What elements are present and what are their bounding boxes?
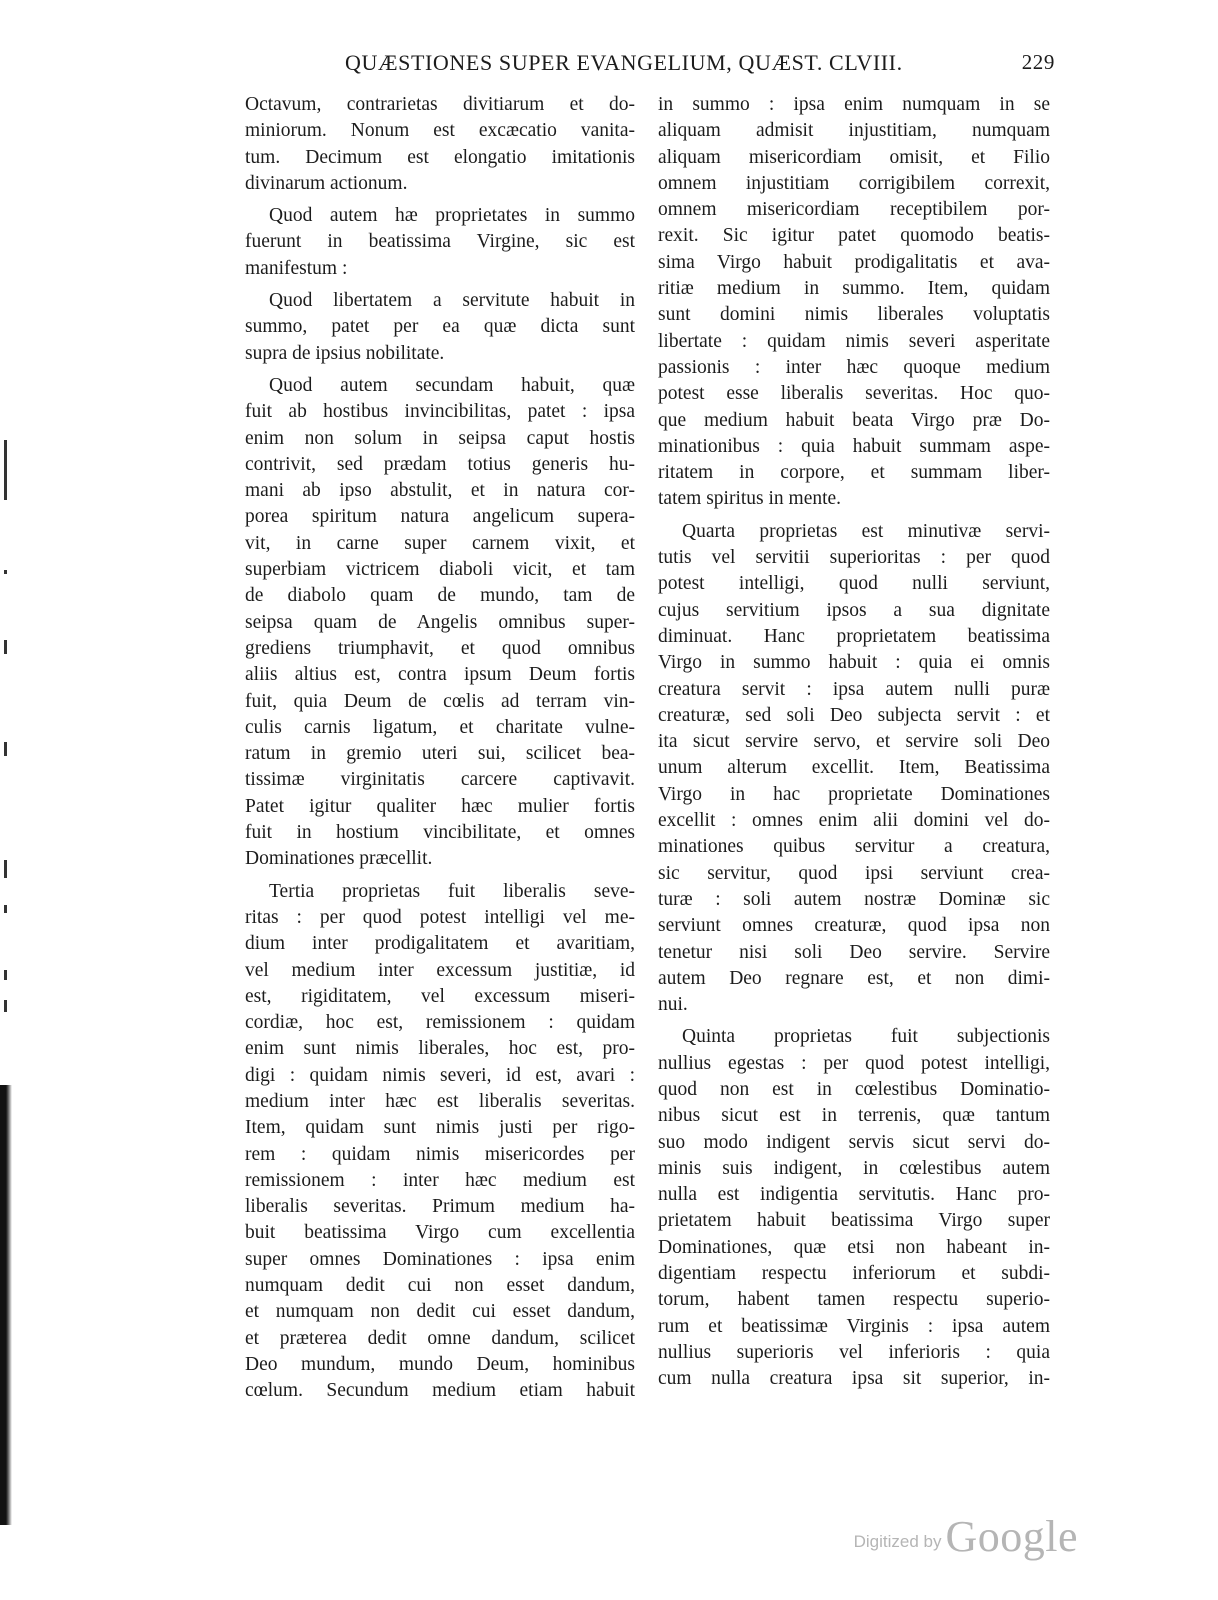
text-line: summo, patet per ea quæ dicta sunt: [245, 316, 635, 338]
text-line: tissimæ virginitatis carcere captivavit.: [245, 769, 635, 791]
right-text-column: [658, 92, 1050, 1393]
text-line: nibus sicut est in terrenis, quæ tantum: [658, 1105, 1050, 1127]
text-line: supra de ipsius nobilitate.: [245, 342, 445, 364]
text-line: et præterea dedit omne dandum, scilicet: [245, 1327, 635, 1349]
text-line: potest intelligi, quod nulli serviunt,: [658, 573, 1050, 595]
watermark-prefix: Digitized by: [853, 1532, 942, 1551]
text-line: Dominationes, quæ etsi non habeant in-: [658, 1236, 1050, 1258]
text-line: Quod libertatem a servitute habuit in: [269, 290, 635, 312]
text-line: fuit, quia Deum de cœlis ad terram vin-: [245, 690, 635, 712]
text-line: digi : quidam nimis severi, id est, avari :: [245, 1064, 635, 1086]
text-line: tum. Decimum est elongatio imitationis: [245, 146, 635, 168]
text-line: et numquam non dedit cui esset dandum,: [245, 1301, 635, 1323]
text-line: grediens triumphavit, et quod omnibus: [245, 637, 635, 659]
scan-edge-specks: [0, 0, 14, 1600]
digitization-watermark: [854, 1511, 1078, 1562]
text-line: de diabolo quam de mundo, tam de: [245, 585, 635, 607]
text-line: mani ab ipso abstulit, et in natura cor-: [245, 480, 635, 502]
text-line: ita sicut servire servo, et servire soli Deo: [658, 731, 1050, 753]
text-line: minationes quibus servitur a creatura,: [658, 836, 1050, 858]
text-line: fuit in hostium vincibilitate, et omnes: [245, 822, 635, 844]
google-logo: Google: [945, 1512, 1078, 1561]
text-line: buit beatissima Virgo cum excellentia: [245, 1222, 635, 1244]
text-line: que medium habuit beata Virgo præ Do-: [658, 409, 1050, 431]
text-line: cum nulla creatura ipsa sit superior, in-: [658, 1368, 1050, 1390]
running-title: QUÆSTIONES SUPER EVANGELIUM, QUÆST. CLVIII.: [345, 50, 903, 75]
text-line: cordiæ, hoc est, remissionem : quidam: [245, 1012, 635, 1034]
text-line: nui.: [658, 994, 688, 1016]
scan-speck: [4, 1000, 7, 1012]
text-line: divinarum actionum.: [245, 172, 408, 194]
text-line: miniorum. Nonum est excæcatio vanita-: [245, 120, 635, 142]
scan-speck: [4, 905, 7, 913]
text-line: liberalis severitas. Primum medium ha-: [245, 1196, 635, 1218]
text-line: Item, quidam sunt nimis justi per rigo-: [245, 1117, 635, 1139]
text-line: prietatem habuit beatissima Virgo super: [658, 1210, 1050, 1232]
text-line: fuit ab hostibus invincibilitas, patet : ipsa: [245, 401, 635, 423]
text-line: Virgo in hac proprietate Dominationes: [658, 783, 1050, 805]
text-line: culis carnis ligatum, et charitate vulne-: [245, 716, 635, 738]
text-line: ratum in gremio uteri sui, scilicet bea-: [245, 743, 635, 765]
text-line: seipsa quam de Angelis omnibus super-: [245, 611, 635, 633]
text-line: libertate : quidam nimis severi asperitate: [658, 330, 1050, 352]
text-line: Quarta proprietas est minutivæ servi-: [682, 520, 1050, 542]
text-line: superbiam victricem diaboli vicit, et tam: [245, 559, 635, 581]
text-line: minationibus : quia habuit summam aspe-: [658, 435, 1050, 457]
text-line: aliis altius est, contra ipsum Deum fortis: [245, 664, 635, 686]
text-line: super omnes Dominationes : ipsa enim: [245, 1248, 635, 1270]
text-line: ritas : per quod potest intelligi vel me-: [245, 906, 635, 928]
text-line: in summo : ipsa enim numquam in se: [658, 94, 1050, 115]
text-line: Quinta proprietas fuit subjectionis: [682, 1026, 1050, 1048]
text-line: minis suis indigent, in cœlestibus autem: [658, 1157, 1050, 1179]
page-header: [245, 50, 1055, 80]
text-line: numquam dedit cui non esset dandum,: [245, 1275, 635, 1297]
text-line: nulla est indigentia servitutis. Hanc pro-: [658, 1184, 1050, 1206]
text-line: turæ : soli autem nostræ Dominæ sic: [658, 888, 1050, 910]
text-line: tatem spiritus in mente.: [658, 488, 842, 510]
text-line: diminuat. Hanc proprietatem beatissima: [658, 625, 1050, 647]
text-line: Deo mundum, mundo Deum, hominibus: [245, 1353, 635, 1375]
text-line: Quod autem secundam habuit, quæ: [269, 374, 635, 396]
text-line: Dominationes præcellit.: [245, 848, 433, 870]
text-line: porea spiritum natura angelicum supera-: [245, 506, 635, 528]
text-line: tutis vel servitii superioritas : per quod: [658, 547, 1050, 569]
text-line: fuerunt in beatissima Virgine, sic est: [245, 231, 635, 253]
text-line: vit, in carne super carnem vixit, et: [245, 532, 635, 554]
scan-speck: [4, 640, 7, 654]
text-line: omnem injustitiam corrigibilem correxit,: [658, 172, 1050, 194]
text-line: rexit. Sic igitur patet quomodo beatis-: [658, 225, 1050, 247]
text-line: sunt domini nimis liberales voluptatis: [658, 304, 1050, 326]
text-line: Patet igitur qualiter hæc mulier fortis: [245, 795, 635, 817]
text-line: contrivit, sed prædam totius generis hu-: [245, 453, 635, 475]
text-line: ritatem in corpore, et summam liber-: [658, 462, 1050, 484]
scan-speck: [4, 860, 7, 878]
text-line: Octavum, contrarietas divitiarum et do-: [245, 94, 635, 115]
text-line: est, rigiditatem, vel excessum miseri-: [245, 985, 635, 1007]
page-number: 229: [1021, 50, 1055, 74]
text-line: medium inter hæc est liberalis severitas.: [245, 1090, 635, 1112]
text-line: vel medium inter excessum justitiæ, id: [245, 959, 635, 981]
scan-speck: [4, 742, 7, 756]
text-line: ritiæ medium in summo. Item, quidam: [658, 278, 1050, 300]
text-line: potest esse liberalis severitas. Hoc quo-: [658, 383, 1050, 405]
text-line: nullius superioris vel inferioris : quia: [658, 1341, 1050, 1363]
text-line: Virgo in summo habuit : quia ei omnis: [658, 652, 1050, 674]
text-line: sic servitur, quod ipsi serviunt crea-: [658, 862, 1050, 884]
text-line: rum et beatissimæ Virginis : ipsa autem: [658, 1315, 1050, 1337]
text-line: torum, habent tamen respectu superio-: [658, 1289, 1050, 1311]
text-line: aliquam misericordiam omisit, et Filio: [658, 146, 1050, 168]
text-line: remissionem : inter hæc medium est: [245, 1169, 635, 1191]
text-line: unum alterum excellit. Item, Beatissima: [658, 757, 1050, 779]
text-line: serviunt omnes creaturæ, quod ipsa non: [658, 915, 1050, 937]
scan-speck: [4, 970, 7, 980]
text-line: manifestum :: [245, 257, 348, 279]
text-line: Tertia proprietas fuit liberalis seve-: [269, 880, 635, 902]
text-line: omnem misericordiam receptibilem por-: [658, 199, 1050, 221]
text-line: suo modo indigent servis sicut servi do-: [658, 1131, 1050, 1153]
text-line: enim non solum in seipsa caput hostis: [245, 427, 635, 449]
text-line: tenetur nisi soli Deo servire. Servire: [658, 941, 1050, 963]
text-line: quod non est in cœlestibus Dominatio-: [658, 1078, 1050, 1100]
text-line: excellit : omnes enim alii domini vel do-: [658, 810, 1050, 832]
text-line: aliquam admisit injustitiam, numquam: [658, 120, 1050, 142]
left-text-column: [245, 92, 635, 1405]
text-line: nullius egestas : per quod potest intelligi,: [658, 1052, 1050, 1074]
text-line: rem : quidam nimis misericordes per: [245, 1143, 635, 1165]
text-line: creatura servit : ipsa autem nulli puræ: [658, 678, 1050, 700]
scan-speck: [4, 570, 7, 574]
text-line: creaturæ, sed soli Deo subjecta servit : et: [658, 704, 1050, 726]
text-line: passionis : inter hæc quoque medium: [658, 356, 1050, 378]
text-line: cujus servitium ipsos a sua dignitate: [658, 599, 1050, 621]
text-line: dium inter prodigalitatem et avaritiam,: [245, 933, 635, 955]
text-line: cœlum. Secundum medium etiam habuit: [245, 1380, 635, 1402]
scan-speck: [4, 440, 7, 500]
text-line: digentiam respectu inferiorum et subdi-: [658, 1263, 1050, 1285]
text-line: enim sunt nimis liberales, hoc est, pro-: [245, 1038, 635, 1060]
text-line: autem Deo regnare est, et non dimi-: [658, 967, 1050, 989]
text-line: sima Virgo habuit prodigalitatis et ava-: [658, 251, 1050, 273]
text-line: Quod autem hæ proprietates in summo: [269, 205, 635, 227]
